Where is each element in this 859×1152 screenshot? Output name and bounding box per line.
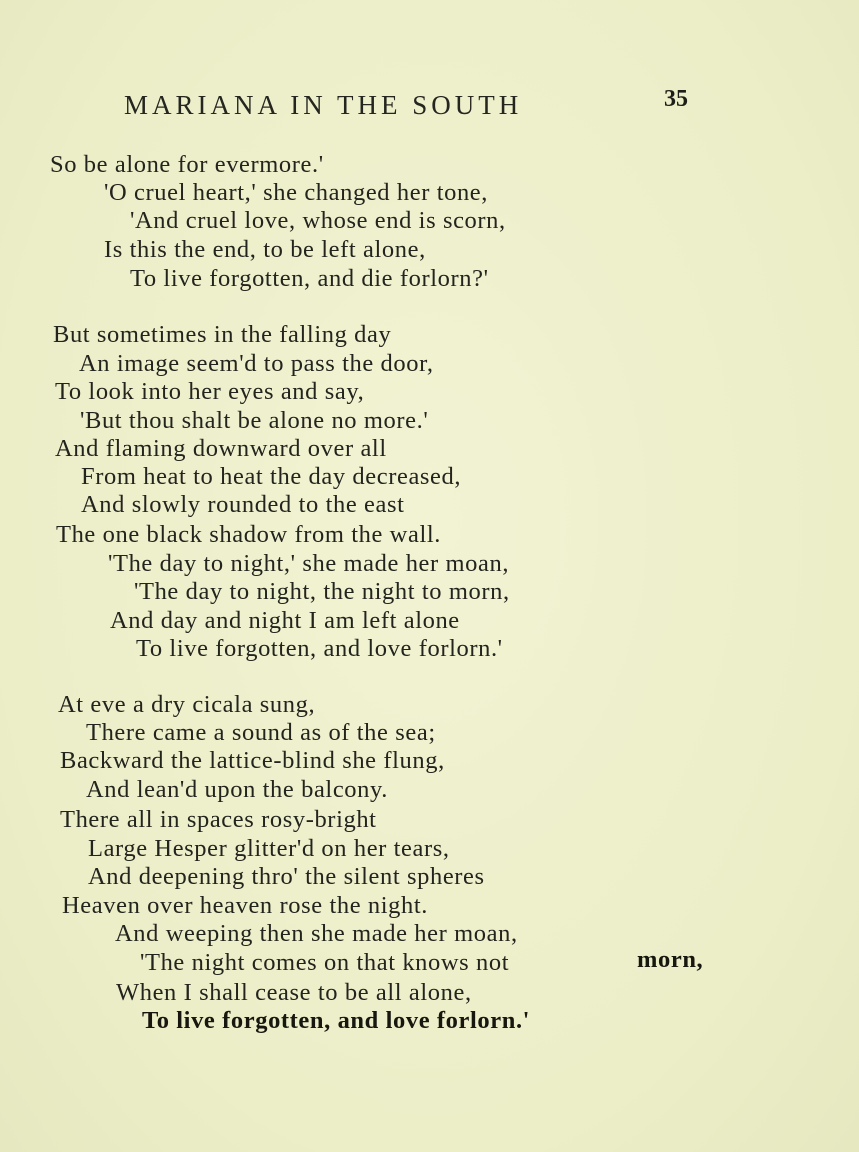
poem-line: 'And cruel love, whose end is scorn, xyxy=(130,207,506,234)
poem-line: To live forgotten, and love forlorn.' xyxy=(142,1007,531,1034)
poem-line: 'The day to night, the night to morn, xyxy=(134,578,510,605)
poem-line: There all in spaces rosy-bright xyxy=(60,806,377,833)
poem-line: Large Hesper glitter'd on her tears, xyxy=(88,835,450,862)
page-number: 35 xyxy=(664,86,688,112)
poem-line: At eve a dry cicala sung, xyxy=(58,691,316,718)
poem-line: Is this the end, to be left alone, xyxy=(104,236,426,263)
poem-line: Heaven over heaven rose the night. xyxy=(62,892,428,919)
poem-line: And flaming downward over all xyxy=(55,435,387,462)
poem-line: 'But thou shalt be alone no more.' xyxy=(80,407,429,434)
poem-line-end: morn, xyxy=(637,946,704,973)
poem-line: To live forgotten, and die forlorn?' xyxy=(130,265,489,292)
poem-line: 'The day to night,' she made her moan, xyxy=(108,550,510,577)
poem-line: Backward the lattice-blind she flung, xyxy=(60,747,445,774)
poem-line: And slowly rounded to the east xyxy=(81,491,405,518)
poem-line: And weeping then she made her moan, xyxy=(115,920,518,947)
poem-line: There came a sound as of the sea; xyxy=(86,719,436,746)
poem-line: An image seem'd to pass the door, xyxy=(79,350,434,377)
poem-line: When I shall cease to be all alone, xyxy=(116,979,472,1006)
running-head: MARIANA IN THE SOUTH xyxy=(124,90,523,120)
poem-line: The one black shadow from the wall. xyxy=(56,521,441,548)
poem-line: 'O cruel heart,' she changed her tone, xyxy=(104,179,488,206)
poem-line: To live forgotten, and love forlorn.' xyxy=(136,635,503,662)
poem-line: So be alone for evermore.' xyxy=(50,151,324,178)
poem-line: But sometimes in the falling day xyxy=(53,321,392,348)
poem-line: To look into her eyes and say, xyxy=(55,378,365,405)
poem-line: From heat to heat the day decreased, xyxy=(81,463,462,490)
poem-line: And day and night I am left alone xyxy=(110,607,460,634)
poem-line: 'The night comes on that knows not xyxy=(140,949,510,976)
poem-line: And deepening thro' the silent spheres xyxy=(88,863,485,890)
poem-line: And lean'd upon the balcony. xyxy=(86,776,388,803)
